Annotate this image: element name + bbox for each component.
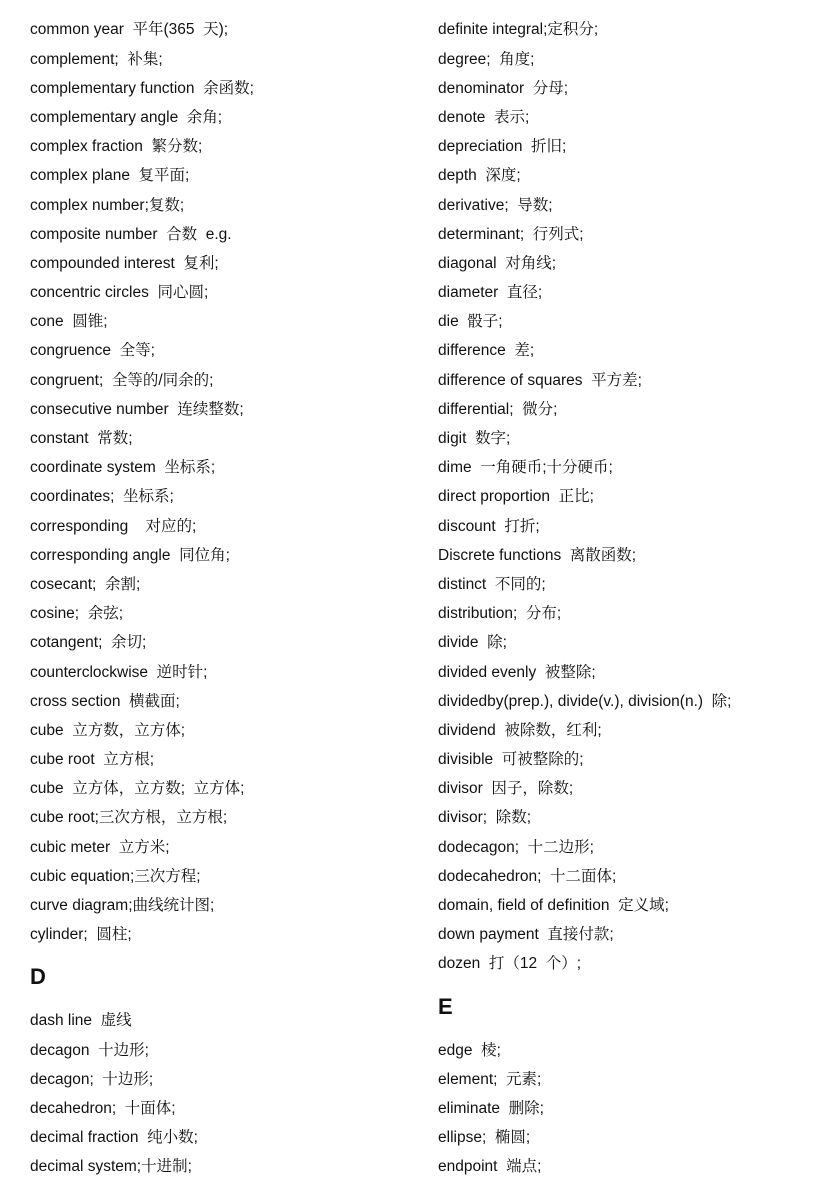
glossary-entry: eliminate 删除; [438, 1099, 544, 1117]
glossary-entry: depth 深度; [438, 167, 521, 185]
glossary-entry: cotangent; 余切; [30, 634, 147, 652]
glossary-entry: dash line 虚线 [30, 1012, 132, 1030]
glossary-entry: divide 除; [438, 634, 507, 652]
glossary-entry: complement; 补集; [30, 50, 163, 68]
glossary-entry: Discrete functions 离散函数; [438, 546, 637, 564]
right-column [438, 15, 826, 1181]
glossary-entry: corresponding angle 同位角; [30, 546, 230, 564]
glossary-entry: cube 立方数，立方体; [30, 721, 186, 739]
glossary-entry: divisor; 除数; [438, 809, 532, 827]
glossary-entry: divisor 因子，除数; [438, 780, 574, 798]
glossary-entry: discount 打折; [438, 517, 540, 535]
glossary-entry: element; 元素; [438, 1070, 542, 1088]
left-column [30, 15, 430, 1181]
glossary-entry: coordinate system 坐标系; [30, 459, 216, 477]
glossary-entry: cube root;三次方根，立方根; [30, 809, 228, 827]
glossary-entry: cosine; 余弦; [30, 605, 124, 623]
glossary-entry: derivative; 导数; [438, 196, 553, 214]
glossary-entry: cube root 立方根; [30, 751, 155, 769]
glossary-entry: congruent; 全等的/同余的; [30, 371, 214, 389]
section-heading-d: D [30, 964, 46, 990]
glossary-entry: complex number;复数; [30, 196, 185, 214]
glossary-entry: cylinder; 圆柱; [30, 926, 132, 944]
glossary-entry: decimal fraction 纯小数; [30, 1129, 198, 1147]
glossary-entry: cross section 横截面; [30, 692, 180, 710]
glossary-entry: compounded interest 复利; [30, 254, 219, 272]
glossary-entry: domain, field of definition 定义域; [438, 897, 669, 915]
glossary-entry: complex plane 复平面; [30, 167, 190, 185]
glossary-entry: denominator 分母; [438, 79, 569, 97]
glossary-entry: dodecahedron; 十二面体; [438, 867, 617, 885]
glossary-entry: constant 常数; [30, 430, 133, 448]
glossary-entry: digit 数字; [438, 430, 511, 448]
glossary-entry: cubic meter 立方米; [30, 838, 170, 856]
glossary-entry: concentric circles 同心圆; [30, 284, 209, 302]
glossary-entry: decimal system;十进制; [30, 1158, 192, 1176]
glossary-entry: diagonal 对角线; [438, 254, 557, 272]
glossary-entry: down payment 直接付款; [438, 926, 614, 944]
glossary-entry: complementary angle 余角; [30, 108, 223, 126]
glossary-entry: diameter 直径; [438, 284, 543, 302]
glossary-entry: divided evenly 被整除; [438, 663, 596, 681]
glossary-entry: complex fraction 繁分数; [30, 138, 203, 156]
glossary-entry: coordinates; 坐标系; [30, 488, 174, 506]
glossary-entry: denote 表示; [438, 108, 530, 126]
glossary-entry: distribution; 分布; [438, 605, 562, 623]
glossary-entry: ellipse; 椭圆; [438, 1129, 531, 1147]
glossary-entry: dividedby(prep.), divide(v.), division(n.) 除; [438, 692, 732, 710]
glossary-entry: dime 一角硬币;十分硬币; [438, 459, 613, 477]
glossary-entry: edge 棱; [438, 1041, 501, 1059]
glossary-entry: die 骰子; [438, 313, 503, 331]
glossary-entry: common year 平年(365 天); [30, 21, 229, 39]
glossary-entry: cubic equation;三次方程; [30, 867, 201, 885]
glossary-entry: definite integral;定积分; [438, 21, 599, 39]
glossary-entry: counterclockwise 逆时针; [30, 663, 208, 681]
glossary-entry: degree; 角度; [438, 50, 535, 68]
glossary-entry: curve diagram;曲线统计图; [30, 897, 215, 915]
glossary-entry: consecutive number 连续整数; [30, 400, 244, 418]
glossary-entry: cube 立方体，立方数; 立方体; [30, 780, 245, 798]
glossary-entry: difference 差; [438, 342, 535, 360]
glossary-entry: differential; 微分; [438, 400, 558, 418]
glossary-entry: decagon 十边形; [30, 1041, 149, 1059]
glossary-entry: cone 圆锥; [30, 313, 108, 331]
glossary-entry: difference of squares 平方差; [438, 371, 642, 389]
glossary-entry: endpoint 端点; [438, 1158, 542, 1176]
glossary-entry: distinct 不同的; [438, 575, 546, 593]
glossary-entry: cosecant; 余割; [30, 575, 141, 593]
glossary-entry: congruence 全等; [30, 342, 155, 360]
glossary-entry: direct proportion 正比; [438, 488, 594, 506]
glossary-entry: dividend 被除数，红利; [438, 721, 602, 739]
glossary-entry: corresponding 对应的; [30, 517, 197, 535]
glossary-entry: complementary function 余函数; [30, 79, 254, 97]
glossary-entry: dozen 打（12 个）; [438, 955, 582, 973]
section-heading-e: E [438, 993, 453, 1019]
glossary-entry: divisible 可被整除的; [438, 751, 584, 769]
glossary-entry: dodecagon; 十二边形; [438, 838, 594, 856]
glossary-entry: depreciation 折旧; [438, 138, 567, 156]
glossary-entry: decagon; 十边形; [30, 1070, 154, 1088]
glossary-entry: determinant; 行列式; [438, 225, 584, 243]
glossary-entry: composite number 合数 e.g. [30, 225, 232, 243]
glossary-entry: decahedron; 十面体; [30, 1099, 176, 1117]
